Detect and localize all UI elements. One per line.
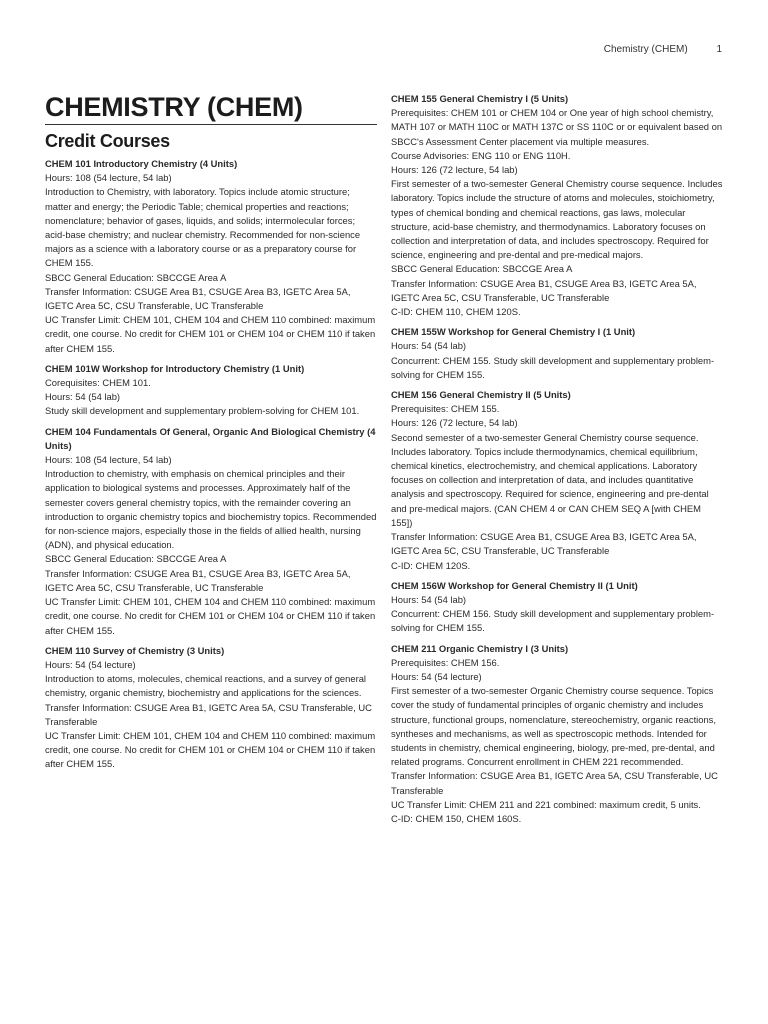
course-detail-line: Course Advisories: ENG 110 or ENG 110H. bbox=[391, 149, 571, 161]
course-detail-line: UC Transfer Limit: CHEM 211 and 221 combined: maximum credit, 5 units. bbox=[391, 798, 701, 810]
course-title: CHEM 104 Fundamentals Of General, Organic And Biological Chemistry (4 Units) bbox=[45, 425, 376, 451]
course-detail-line: UC Transfer Limit: CHEM 101, CHEM 104 and CHEM 110 combined: maximum credit, one course. No credit for CHEM 101 or CHEM 104 or CHEM 110 if taken after CHEM 155. bbox=[45, 729, 376, 770]
course-title: CHEM 156 General Chemistry II (5 Units) bbox=[391, 389, 571, 401]
course-detail-line: Hours: 126 (72 lecture, 54 lab) bbox=[391, 164, 518, 176]
left-course-list bbox=[45, 157, 377, 772]
course-detail-line: Study skill development and supplementary problem-solving for CHEM 101. bbox=[45, 405, 360, 417]
course-entry bbox=[391, 92, 724, 319]
course-detail-line: Hours: 108 (54 lecture, 54 lab) bbox=[45, 172, 172, 184]
title-divider bbox=[45, 124, 377, 125]
course-detail-line: Hours: 54 (54 lab) bbox=[391, 593, 467, 605]
course-detail-line: Transfer Information: CSUGE Area B1, IGETC Area 5A, CSU Transferable, UC Transferable bbox=[45, 701, 372, 727]
course-detail-line: Second semester of a two-semester General Chemistry course sequence. Includes laboratory. Topics include thermodynamics, chemical equilibrium, chemical kinetics, electrochemistry, and chemical applications. Laboratory focuses on collection and interpretation of data, and includes quantitative analysis and spectroscopy. Required for science, engineering and pre-dental and pre-medical majors. (CAN CHEM 4 or CAN CHEM SEQ A [with CHEM 155]) bbox=[391, 431, 709, 528]
course-detail-line: Introduction to Chemistry, with laboratory. Topics include atomic structure; matter and energy; the Periodic Table; chemical properties and reactions; nomenclature; behavior of gases, liquids, and solids; intermolecular forces; acid-base chemistry; and nuclear chemistry. Recommended for non-science majors as a science with a laboratory course or as a preparatory course for CHEM 155. bbox=[45, 186, 361, 269]
course-detail-line: Corequisites: CHEM 101. bbox=[45, 377, 151, 389]
course-detail-line: Prerequisites: CHEM 155. bbox=[391, 403, 500, 415]
page-number: 1 bbox=[716, 44, 722, 55]
course-entry bbox=[45, 362, 377, 419]
course-detail-line: Introduction to atoms, molecules, chemical reactions, and a survey of general chemistry, organic chemistry, biochemistry and applications for the sciences. bbox=[45, 673, 366, 699]
course-detail-line: Transfer Information: CSUGE Area B1, CSUGE Area B3, IGETC Area 5A, IGETC Area 5C, CSU Transferable, UC Transferable bbox=[45, 567, 351, 593]
course-detail-line: Concurrent: CHEM 156. Study skill development and supplementary problem-solving for CHEM 155. bbox=[391, 608, 715, 634]
course-title: CHEM 155W Workshop for General Chemistry I (1 Unit) bbox=[391, 326, 636, 338]
course-detail-line: SBCC General Education: SBCCGE Area A bbox=[45, 271, 227, 283]
course-detail-line: Hours: 54 (54 lecture) bbox=[45, 658, 136, 670]
section-title: Credit Courses bbox=[45, 131, 170, 151]
course-detail-line: SBCC General Education: SBCCGE Area A bbox=[391, 263, 573, 275]
course-entry bbox=[45, 157, 377, 356]
course-detail-line: First semester of a two-semester General Chemistry course sequence. Includes laboratory. Topics include the structure of atoms and molecules, stoichiometry, types of chemical bonding and chemical reactions, gas laws, molecular structure, acid-base chemistry, and thermodynamics. Laboratory focuses on collection and interpretation of data, and includes spectroscopy. Required for science, engineering and pre-dental and pre-medical majors. bbox=[391, 178, 723, 261]
course-detail-line: Introduction to chemistry, with emphasis on chemical principles and their application to biological systems and processes. Approximately half of the semester covers general chemistry topics, with the remainder covering an introduction to organic chemistry topics and biochemistry topics. Recommended for non-science majors, especially those in the fields of allied health, nursing (ADN), and physical education. bbox=[45, 468, 377, 551]
course-entry bbox=[391, 388, 724, 573]
running-title: Chemistry (CHEM) bbox=[603, 44, 688, 55]
course-detail-line: Hours: 54 (54 lab) bbox=[45, 391, 121, 403]
course-detail-line: First semester of a two-semester Organic Chemistry course sequence. Topics cover the study of fundamental principles of organic chemistry and includes structure, functional groups, nomenclature, stereochemistry, organic reactions, syntheses and mechanisms, as well as spectroscopic methods. Intended for students in chemistry, chemical engineering, biology, pre-med, pre-dental, and related programs. Concurrent enrollment in CHEM 221 recommended. bbox=[391, 685, 716, 768]
course-entry bbox=[45, 425, 377, 638]
course-detail-line: SBCC General Education: SBCCGE Area A bbox=[45, 553, 227, 565]
course-detail-line: Transfer Information: CSUGE Area B1, CSUGE Area B3, IGETC Area 5A, IGETC Area 5C, CSU Transferable, UC Transferable bbox=[45, 285, 351, 312]
course-detail-line: Transfer Information: CSUGE Area B1, CSUGE Area B3, IGETC Area 5A, IGETC Area 5C, CSU Transferable, UC Transferable bbox=[391, 277, 697, 303]
course-detail-line: Prerequisites: CHEM 101 or CHEM 104 or One year of high school chemistry, MATH 107 or MATH 110C or MATH 137C or SS 110C or or equivalent based on SBCC's Assessment Center placement via multiple measures. bbox=[391, 107, 723, 147]
course-detail-line: Transfer Information: CSUGE Area B1, CSUGE Area B3, IGETC Area 5A, IGETC Area 5C, CSU Transferable, UC Transferable bbox=[391, 531, 697, 557]
course-detail-line: Hours: 108 (54 lecture, 54 lab) bbox=[45, 454, 172, 466]
course-title: CHEM 110 Survey of Chemistry (3 Units) bbox=[45, 644, 225, 656]
running-header bbox=[604, 44, 722, 55]
right-column bbox=[391, 92, 724, 832]
course-detail-line: UC Transfer Limit: CHEM 101, CHEM 104 and CHEM 110 combined: maximum credit, one course. No credit for CHEM 101 or CHEM 104 or CHEM 110 if taken after CHEM 155. bbox=[45, 596, 376, 636]
course-detail-line: Concurrent: CHEM 155. Study skill development and supplementary problem-solving for CHEM 155. bbox=[391, 354, 715, 380]
right-course-list bbox=[391, 92, 724, 826]
course-detail-line: Transfer Information: CSUGE Area B1, IGETC Area 5A, CSU Transferable, UC Transferable bbox=[391, 770, 718, 796]
course-entry bbox=[391, 325, 724, 382]
left-column bbox=[45, 92, 377, 778]
course-detail-line: Prerequisites: CHEM 156. bbox=[391, 656, 500, 668]
course-entry bbox=[391, 579, 724, 636]
course-title: CHEM 156W Workshop for General Chemistry II (1 Unit) bbox=[391, 579, 638, 591]
course-title: CHEM 211 Organic Chemistry I (3 Units) bbox=[391, 642, 569, 654]
course-detail-line: C-ID: CHEM 110, CHEM 120S. bbox=[391, 306, 521, 318]
course-entry bbox=[391, 642, 724, 827]
course-detail-line: Hours: 54 (54 lab) bbox=[391, 340, 467, 352]
course-detail-line: Hours: 54 (54 lecture) bbox=[391, 670, 482, 682]
course-detail-line: Hours: 126 (72 lecture, 54 lab) bbox=[391, 417, 518, 429]
course-detail-line: C-ID: CHEM 120S. bbox=[391, 559, 471, 571]
course-title: CHEM 101W Workshop for Introductory Chemistry (1 Unit) bbox=[45, 362, 305, 374]
course-entry bbox=[45, 644, 377, 772]
course-title: CHEM 101 Introductory Chemistry (4 Units) bbox=[45, 158, 238, 169]
page-title: CHEMISTRY (CHEM) bbox=[45, 92, 303, 122]
course-detail-line: UC Transfer Limit: CHEM 101, CHEM 104 and CHEM 110 combined: maximum credit, one course. No credit for CHEM 101 or CHEM 104 or CHEM 110 if taken after CHEM 155. bbox=[45, 314, 376, 354]
course-title: CHEM 155 General Chemistry I (5 Units) bbox=[391, 93, 569, 104]
course-detail-line: C-ID: CHEM 150, CHEM 160S. bbox=[391, 812, 522, 824]
